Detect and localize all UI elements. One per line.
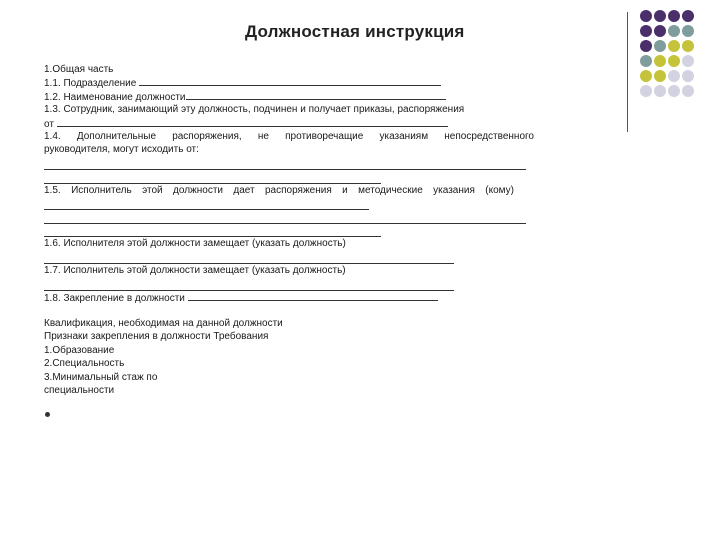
text-line (44, 237, 534, 250)
text-line (44, 130, 534, 143)
decorative-dot (668, 70, 680, 82)
text-line-content: специальности (44, 384, 115, 396)
field-label: 1.1. Подразделение (44, 78, 137, 90)
field-line (44, 291, 534, 304)
decorative-dot (668, 25, 680, 37)
text-line-content: 1.7. Исполнитель этой должности замещает (указать должность) (44, 264, 346, 276)
text-line (44, 103, 534, 116)
decorative-dot (654, 70, 666, 82)
decorative-dot (640, 70, 652, 82)
decorative-dot (654, 25, 666, 37)
text-line (44, 143, 534, 156)
text-line-content: руководителя, могут исходить от: (44, 144, 199, 156)
field-line (44, 90, 534, 103)
text-line (44, 264, 534, 277)
text-line (44, 184, 514, 197)
text-line-content: 1.Образование (44, 344, 115, 356)
blank-line (44, 170, 381, 183)
decorative-dot (640, 55, 652, 67)
blank-field (188, 291, 438, 301)
blank-line (44, 157, 526, 170)
decorative-divider (627, 12, 628, 132)
decorative-dot (654, 85, 666, 97)
text-line (44, 317, 534, 330)
field-line (44, 76, 534, 89)
text-line-content: 1.4. Дополнительные распоряжения, не противоречащие указаниям непосредственного (44, 130, 534, 142)
blank-field (57, 117, 448, 127)
decorative-dot (668, 40, 680, 52)
decorative-dot (668, 55, 680, 67)
blank-line (44, 224, 381, 237)
field-label: 1.2. Наименование должности (44, 91, 186, 103)
text-line-content: 1.3. Сотрудник, занимающий эту должность, подчинен и получает приказы, распоряжения (44, 104, 465, 116)
text-line-content: Признаки закрепления в должности Требования (44, 331, 269, 343)
text-line (44, 371, 534, 384)
decorative-dot (654, 40, 666, 52)
decorative-dot (640, 40, 652, 52)
text-line (44, 344, 534, 357)
decorative-dot (682, 25, 694, 37)
decorative-dot (654, 10, 666, 22)
text-line-content: Квалификация, необходимая на данной должности (44, 318, 283, 330)
decorative-dot (668, 85, 680, 97)
page-title: Должностная инструкция (245, 22, 465, 41)
decorative-dot (640, 10, 652, 22)
decorative-dot (682, 70, 694, 82)
text-line (44, 384, 534, 397)
blank-line (44, 197, 369, 210)
document-body (44, 63, 534, 397)
bullet-icon (45, 412, 50, 417)
decorative-dot (682, 55, 694, 67)
blank-line (44, 250, 454, 263)
section-heading (44, 63, 534, 76)
field-line (44, 117, 534, 130)
text-line-content: 2.Специальность (44, 358, 125, 370)
decorative-dot (654, 55, 666, 67)
text-line (44, 330, 534, 343)
decorative-dot (640, 85, 652, 97)
text-line-content: 1.6. Исполнителя этой должности замещает (указать должность) (44, 238, 346, 250)
blank-line (44, 210, 526, 223)
decorative-dot (668, 10, 680, 22)
blank-field (139, 76, 441, 86)
field-label: 1.8. Закрепление в должности (44, 292, 185, 304)
decorative-dot (682, 40, 694, 52)
spacer (44, 304, 534, 317)
text-line: 1.Общая часть (44, 64, 114, 75)
decorative-dot (682, 10, 694, 22)
decorative-dot (640, 25, 652, 37)
blank-line (44, 277, 454, 290)
blank-field (186, 90, 446, 100)
text-line-content: 1.5. Исполнитель этой должности дает распоряжения и методические указания (кому) (44, 184, 514, 196)
field-label: от (44, 118, 54, 130)
text-line (44, 357, 534, 370)
text-line-content: 3.Минимальный стаж по (44, 371, 158, 383)
decorative-dot (682, 85, 694, 97)
